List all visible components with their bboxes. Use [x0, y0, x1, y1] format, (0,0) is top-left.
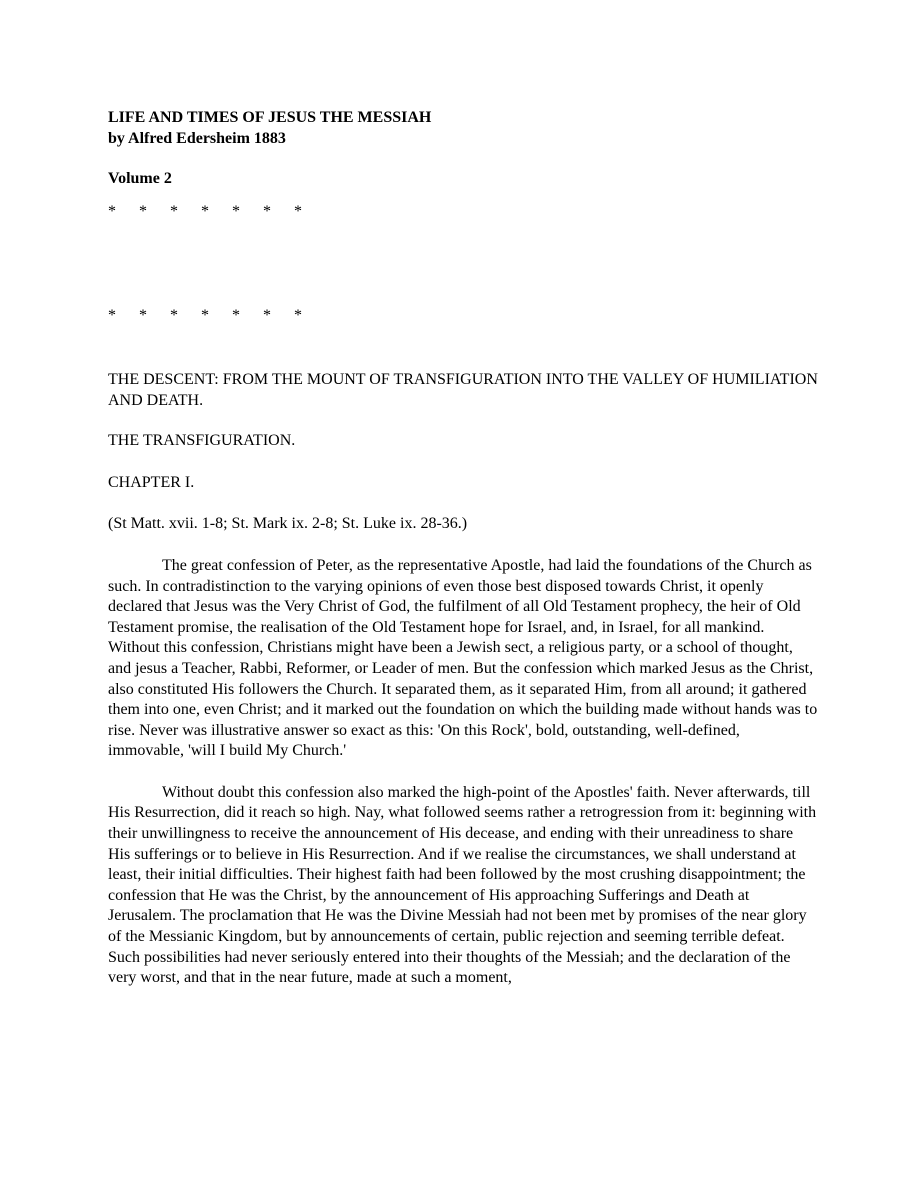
separator-bottom	[108, 306, 818, 327]
separator-star: *	[201, 202, 209, 220]
document-page	[108, 108, 818, 989]
separator-star: *	[232, 202, 240, 220]
body-paragraph: Without doubt this confession also marked the high-point of the Apostles' faith. Never afterwards, till His Resurrection, did it reach so high. Nay, what followed seems rather a retrogression from it: beginning with their unwillingness to receive the announcement of His decease, and ending with their unreadiness to share His sufferings or to believe in His Resurrection. And if we realise the circumstances, we shall understand at least, their initial difficulties. Their highest faith had been followed by the most crushing disappointment; the confession that He was the Christ, by the announcement of His approaching Sufferings and Death at Jerusalem. The proclamation that He was the Divine Messiah had not been met by promises of the near glory of the Messianic Kingdom, but by announcements of certain, public rejection and seeming terrible defeat. Such possibilities had never seriously entered into their thoughts of the Messiah; and the declaration of the very worst, and that in the near future, made at such a moment,	[108, 783, 817, 987]
chapter-heading: CHAPTER I.	[108, 473, 195, 491]
separator-star: *	[263, 202, 271, 220]
separator-star: *	[294, 202, 302, 220]
separator-star: *	[108, 307, 116, 325]
separator-star: *	[170, 307, 178, 325]
scripture-references: (St Matt. xvii. 1-8; St. Mark ix. 2-8; St. Luke ix. 28-36.)	[108, 515, 468, 533]
book-byline: by Alfred Edersheim 1883	[108, 129, 286, 147]
separator-star: *	[170, 202, 178, 220]
separator-star: *	[108, 202, 116, 220]
subsection-heading: THE TRANSFIGURATION.	[108, 432, 296, 450]
volume-label: Volume 2	[108, 170, 172, 188]
body-paragraph: The great confession of Peter, as the representative Apostle, had laid the foundations of the Church as such. In contradistinction to the varying opinions of even those best disposed towards Christ, it openly declared that Jesus was the Very Christ of God, the fulfilment of all Old Testament prophecy, the heir of Old Testament promise, the realisation of the Old Testament hope for Israel, and, in Israel, for all mankind. Without this confession, Christians might have been a Jewish sect, a religious party, or a school of thought, and jesus a Teacher, Rabbi, Reformer, or Leader of men. But the confession which marked Jesus as the Christ, also constituted His followers the Church. It separated them, as it separated Him, from all around; it gathered them into one, even Christ; and it marked out the foundation on which the building made without hands was to rise. Never was illustrative answer so exact as this: 'On this Rock', bold, outstanding, well-defined, immovable, 'will I build My Church.'	[108, 556, 818, 760]
separator-top	[108, 202, 818, 223]
separator-star: *	[232, 307, 240, 325]
separator-star: *	[139, 307, 147, 325]
section-heading: THE DESCENT: FROM THE MOUNT OF TRANSFIGURATION INTO THE VALLEY OF HUMILIATION AND DEATH.	[108, 370, 818, 409]
title-block	[108, 108, 818, 149]
book-title: LIFE AND TIMES OF JESUS THE MESSIAH	[108, 109, 432, 126]
separator-star: *	[263, 307, 271, 325]
separator-star: *	[294, 307, 302, 325]
separator-star: *	[201, 307, 209, 325]
separator-star: *	[139, 202, 147, 220]
